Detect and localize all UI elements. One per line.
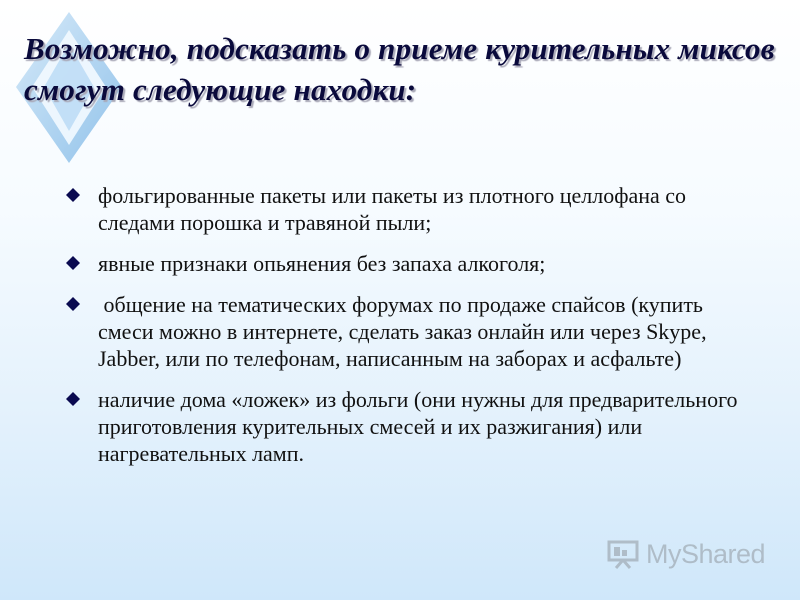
list-item-text: наличие дома «ложек» из фольги (они нужны для предварительного приготовления курительных смесей и их разжигания) или нагревательных ламп.: [98, 387, 738, 466]
diamond-bullet-icon: [66, 392, 80, 406]
list-item-text: фольгированные пакеты или пакеты из плотного целлофана со следами порошка и травяной пыли;: [98, 183, 687, 235]
presentation-board-icon: [606, 539, 640, 569]
list-item: [64, 291, 744, 372]
diamond-bullet-icon: [66, 188, 80, 202]
list-item-text: явные признаки опьянения без запаха алкоголя;: [98, 251, 546, 276]
diamond-bullet-icon: [66, 256, 80, 270]
list-item-text: общение на тематических форумах по продаже спайсов (купить смеси можно в интернете, сделать заказ онлайн или через Skype, Jabber, или по телефонам, написанным на заборах и асфальте): [98, 292, 713, 371]
slide-title: Возможно, подсказать о приеме курительных миксов смогут следующие находки:: [24, 31, 775, 107]
list-item: [64, 182, 744, 236]
diamond-bullet-icon: [66, 297, 80, 311]
watermark-text: MyShared: [646, 538, 766, 569]
list-item: [64, 250, 744, 277]
list-item: [64, 386, 744, 467]
watermark: [606, 538, 765, 570]
bullet-list: [64, 182, 744, 481]
